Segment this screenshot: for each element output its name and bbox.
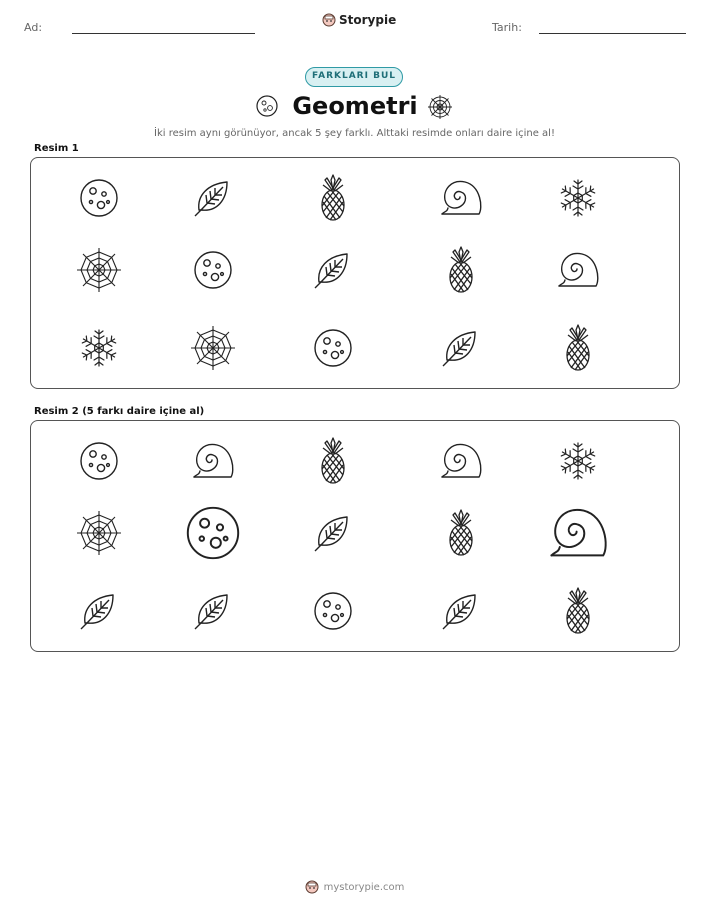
- brand-name: Storypie: [339, 13, 397, 27]
- leaf-icon: [303, 240, 363, 300]
- date-label: Tarih:: [492, 21, 522, 34]
- pineapple-icon[interactable]: [431, 503, 491, 563]
- pineapple-icon: [303, 168, 363, 228]
- shell-icon: [431, 168, 491, 228]
- spiderweb-icon: [183, 318, 243, 378]
- date-line[interactable]: [539, 33, 686, 34]
- moon-icon[interactable]: [69, 431, 129, 491]
- picture-1-panel: [30, 157, 680, 389]
- leaf-icon: [183, 168, 243, 228]
- leaf-icon[interactable]: [183, 581, 243, 641]
- worksheet-badge: FARKLARI BUL: [305, 67, 403, 87]
- picture-2-label: Resim 2 (5 farkı daire içine al): [34, 406, 205, 417]
- shell-icon: [548, 240, 608, 300]
- picture-2-panel[interactable]: [30, 420, 680, 652]
- snowflake-icon: [69, 318, 129, 378]
- spiderweb-icon: [69, 240, 129, 300]
- leaf-icon[interactable]: [303, 503, 363, 563]
- leaf-icon[interactable]: [431, 581, 491, 641]
- moon-icon: [183, 240, 243, 300]
- moon-icon[interactable]: [183, 503, 243, 563]
- shell-icon[interactable]: [548, 503, 608, 563]
- shell-icon[interactable]: [431, 431, 491, 491]
- moon-icon: [256, 95, 278, 121]
- shell-icon[interactable]: [183, 431, 243, 491]
- pineapple-icon[interactable]: [303, 431, 363, 491]
- moon-icon[interactable]: [303, 581, 363, 641]
- footer-website: mystorypie.com: [323, 881, 405, 893]
- moon-icon: [69, 168, 129, 228]
- footer: [0, 880, 709, 894]
- moon-icon: [303, 318, 363, 378]
- page-title: Geometri: [292, 92, 418, 120]
- pineapple-icon: [431, 240, 491, 300]
- mascot-icon: [305, 880, 319, 894]
- pineapple-icon: [548, 318, 608, 378]
- name-label: Ad:: [24, 21, 43, 34]
- brand-logo: [322, 13, 396, 27]
- snowflake-icon[interactable]: [548, 431, 608, 491]
- instructions: İki resim aynı görünüyor, ancak 5 şey farklı. Alttaki resimde onları daire içine al!: [154, 128, 555, 139]
- leaf-icon[interactable]: [69, 581, 129, 641]
- mascot-icon: [322, 13, 336, 27]
- name-line[interactable]: [72, 33, 255, 34]
- pineapple-icon[interactable]: [548, 581, 608, 641]
- snowflake-icon: [548, 168, 608, 228]
- spiderweb-icon: [427, 94, 453, 124]
- picture-1-label: Resim 1: [34, 143, 79, 154]
- spiderweb-icon[interactable]: [69, 503, 129, 563]
- leaf-icon: [431, 318, 491, 378]
